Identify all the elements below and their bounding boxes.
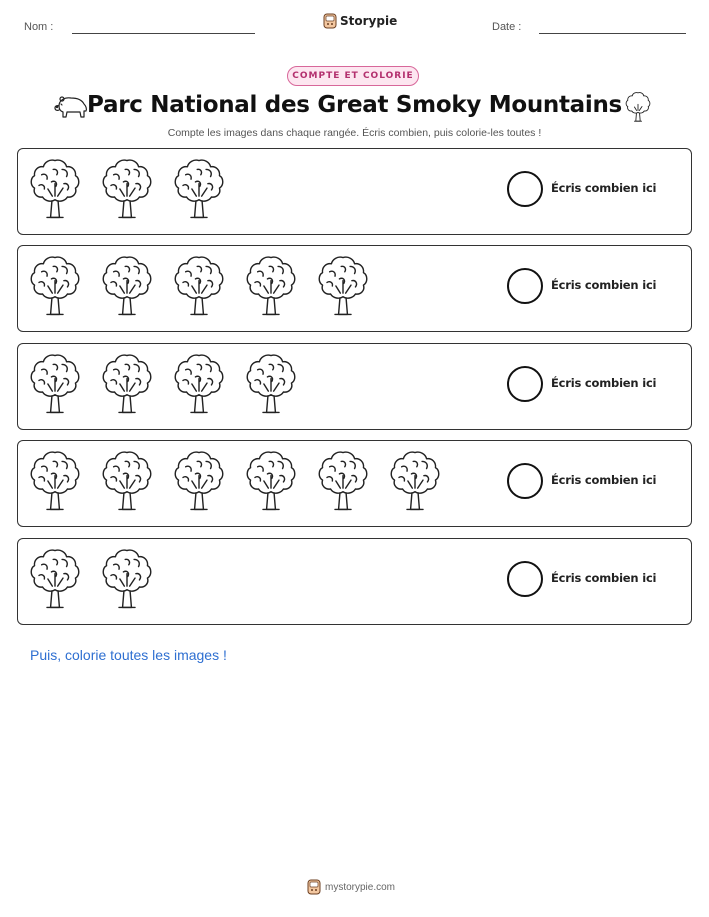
answer-circle[interactable] xyxy=(507,561,543,597)
date-label: Date : xyxy=(492,21,522,33)
tree-icon[interactable] xyxy=(244,449,298,513)
tree-icon[interactable] xyxy=(28,449,82,513)
counting-row xyxy=(17,440,692,527)
answer-label: Écris combien ici xyxy=(551,571,657,585)
answer-label: Écris combien ici xyxy=(551,473,657,487)
tree-group xyxy=(28,157,226,221)
tree-icon[interactable] xyxy=(244,254,298,318)
tree-icon[interactable] xyxy=(388,449,442,513)
tree-group xyxy=(28,547,154,611)
answer-label: Écris combien ici xyxy=(551,376,657,390)
tree-icon[interactable] xyxy=(28,157,82,221)
instructions: Compte les images dans chaque rangée. Écris combien, puis colorie-les toutes ! xyxy=(167,127,542,139)
brand xyxy=(323,13,397,29)
answer-circle[interactable] xyxy=(507,366,543,402)
tree-icon[interactable] xyxy=(28,352,82,416)
footer-note: Puis, colorie toutes les images ! xyxy=(30,647,227,663)
name-line[interactable] xyxy=(72,33,255,34)
counting-row xyxy=(17,343,692,430)
tree-group xyxy=(28,352,298,416)
tree-icon[interactable] xyxy=(172,254,226,318)
tree-icon[interactable] xyxy=(172,157,226,221)
tree-group xyxy=(28,254,370,318)
tree-icon[interactable] xyxy=(28,547,82,611)
tree-icon[interactable] xyxy=(100,449,154,513)
brand-name: Storypie xyxy=(340,14,398,28)
name-label: Nom : xyxy=(24,21,54,33)
date-line[interactable] xyxy=(539,33,686,34)
tree-icon[interactable] xyxy=(100,157,154,221)
activity-badge: COMPTE ET COLORIE xyxy=(287,66,419,86)
tree-icon[interactable] xyxy=(316,254,370,318)
tree-icon[interactable] xyxy=(316,449,370,513)
tree-icon xyxy=(624,91,652,123)
answer-label: Écris combien ici xyxy=(551,278,657,292)
answer-circle[interactable] xyxy=(507,268,543,304)
footer-url: mystorypie.com xyxy=(325,881,396,893)
answer-circle[interactable] xyxy=(507,171,543,207)
tree-icon[interactable] xyxy=(28,254,82,318)
tree-icon[interactable] xyxy=(100,547,154,611)
answer-label: Écris combien ici xyxy=(551,181,657,195)
storypie-logo-icon xyxy=(307,879,321,895)
tree-icon[interactable] xyxy=(172,449,226,513)
answer-circle[interactable] xyxy=(507,463,543,499)
tree-group xyxy=(28,449,442,513)
storypie-logo-icon xyxy=(323,13,337,29)
tree-icon[interactable] xyxy=(244,352,298,416)
tree-icon[interactable] xyxy=(100,352,154,416)
footer-brand xyxy=(307,879,395,895)
counting-row xyxy=(17,148,692,235)
tree-icon[interactable] xyxy=(100,254,154,318)
counting-row xyxy=(17,245,692,332)
tree-icon[interactable] xyxy=(172,352,226,416)
page-title: Parc National des Great Smoky Mountains xyxy=(87,92,622,118)
counting-row xyxy=(17,538,692,625)
